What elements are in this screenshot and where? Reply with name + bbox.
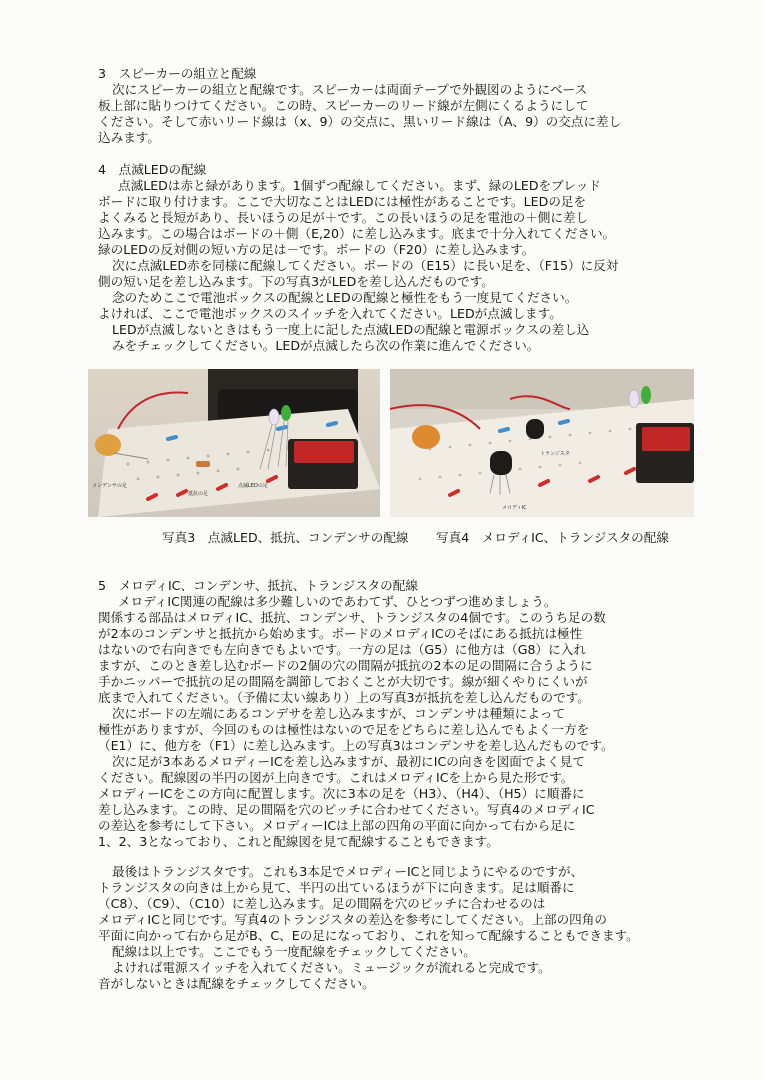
text-line: 次にスピーカーの組立と配線です。スピーカーは両面テープで外観図のようにベース	[112, 82, 588, 97]
text-line: 配線は以上です。ここでもう一度配線をチェックしてください。	[112, 944, 476, 959]
text-line: 次に点滅LED赤を同様に配線してください。ボードの（E15）に長い足を、（F15）に反対	[112, 258, 619, 273]
text-line: 念のためここで電池ボックスの配線とLEDの配線と極性をもう一度見てください。	[112, 290, 578, 305]
text-line: ください。配線図の半円の図が上向きです。これはメロディICを上から見た形です。	[98, 770, 574, 785]
section-5-body	[98, 594, 614, 850]
photo-4-caption: 写真4 メロディIC、トランジスタの配線	[436, 530, 669, 545]
text-line: 点滅LEDは赤と緑があります。1個ずつ配線してください。まず、緑のLEDをブレッド	[118, 178, 601, 193]
section-3-title: 3 スピーカーの組立と配線	[98, 66, 257, 81]
text-line: LEDが点滅しないときはもう一度上に記した点滅LEDの配線と電源ボックスの差し込	[112, 322, 590, 337]
text-line: 関係する部品はメロディIC、抵抗、コンデンサ、トランジスタの4個です。このうち足の数	[98, 610, 606, 625]
photo-4-melody-ic-transistor	[390, 369, 694, 517]
text-line: の差込を参考にして下さい。メロディーICは上部の四角の平面に向かって右から足に	[98, 818, 576, 833]
section-4-body	[98, 178, 618, 354]
photo-3-caption: 写真3 点滅LED、抵抗、コンデンサの配線	[162, 530, 409, 545]
text-line: 込みます。	[98, 130, 160, 145]
text-line: メロディーICをこの方向に配置します。次に3本の足を（H3）、（H4）、（H5）に順番に	[98, 786, 585, 801]
text-line: よければ電源スイッチを入れてください。ミュージックが流れると完成です。	[112, 960, 551, 975]
photo-3-label-capacitor: コンデンサの足	[92, 483, 127, 489]
text-line: よければ、ここで電池ボックスのスイッチを入れてください。LEDが点滅します。	[98, 306, 562, 321]
text-line: 平面に向かって右から足がB、C、Eの足になっており、これを知って配線することもできます。	[98, 928, 639, 943]
text-line: メロディIC関連の配線は多少難しいのであわてず、ひとつずつ進めましょう。	[118, 594, 557, 609]
text-line: ますが、このとき差し込むボードの2個の穴の間隔が抵抗の2本の足の間隔に合うように	[98, 658, 593, 673]
text-line: 板上部に貼りつけてください。この時、スピーカーのリード線が左側にくるようにして	[98, 98, 589, 113]
text-line: トランジスタの向きは上から見て、半円の出ているほうが下に向きます。足は順番に	[98, 880, 575, 895]
text-line: 手かニッパーで抵抗の足の間隔を調節しておくことが大切です。線が細くやりにくいが	[98, 674, 588, 689]
text-line: 音がしないときは配線をチェックしてください。	[98, 976, 375, 991]
text-line: 側の短い足を差し込みます。下の写真3がLEDを差し込んだものです。	[98, 274, 494, 289]
text-line: （E1）に、他方を（F1）に差し込みます。上の写真3はコンデンサを差し込んだものです。	[98, 738, 614, 753]
text-line: はないので右向きでも左向きでもよいです。一方の足は（G5）に他方は（G8）に入れ	[98, 642, 586, 657]
text-line: 極性がありますが、今回のものは極性はないので足をどちらに差し込んでもよく一方を	[98, 722, 590, 737]
text-line: 次にボードの左端にあるコンデサを差し込みますが、コンデンサは種類によって	[112, 706, 566, 721]
text-line: （C8）、（C9）、（C10）に差し込みます。足の間隔を穴のピッチに合わせるのは	[98, 896, 546, 911]
text-line: が2本のコンデンサと抵抗から始めます。ボードのメロディICのそばにある抵抗は極性	[98, 626, 583, 641]
text-line: 緑のLEDの反対側の短い方の足は－です。ボードの（F20）に差し込みます。	[98, 242, 535, 257]
photo-3-led-resistor-capacitor	[88, 369, 380, 517]
text-line: ボードに取り付けます。ここで大切なことはLEDには極性があることです。LEDの足を	[98, 194, 587, 209]
section-5-title: 5 メロディIC、コンデンサ、抵抗、トランジスタの配線	[98, 578, 418, 593]
photo-4-label-melody-ic: メロディIC	[502, 505, 527, 511]
text-line: 込みます。この場合はボードの＋側（E,20）に差し込みます。底まで十分入れてください。	[98, 226, 616, 241]
text-line: メロディICと同じです。写真4のトランジスタの差込を参考にしてください。上部の四角の	[98, 912, 607, 927]
text-line: みをチェックしてください。LEDが点滅したら次の作業に進んでください。	[112, 338, 540, 353]
text-line: 最後はトランジスタです。これも3本足でメロディーICと同じようにやるのですが、	[112, 864, 584, 879]
text-line: 底まで入れてください。（予備に太い線あり）上の写真3が抵抗を差し込んだものです。	[98, 690, 590, 705]
photo-3-label-led: 点滅LEDの足	[238, 483, 268, 489]
text-line: 1、2、3となっており、これと配線図を見て配線することもできます。	[98, 834, 499, 849]
text-line: ください。そして赤いリード線は（x、9）の交点に、黒いリード線は（A、9）の交点に差し	[98, 114, 622, 129]
section-3-body	[98, 82, 621, 146]
photo-3-label-resistor: 抵抗の足	[188, 491, 209, 497]
text-line: 差し込みます。この時、足の間隔を穴のピッチに合わせてください。写真4のメロディIC	[98, 802, 595, 817]
section-4-title: 4 点滅LEDの配線	[98, 162, 207, 177]
text-line: よくみると長短があり、長いほうの足が＋です。この長いほうの足を電池の＋側に差し	[98, 210, 589, 225]
text-line: 次に足が3本あるメロディーICを差し込みますが、最初にICの向きを図面でよく見て	[112, 754, 585, 769]
section-5-body-part-2	[98, 864, 639, 992]
photo-4-label-transistor: トランジスタ	[540, 451, 570, 457]
